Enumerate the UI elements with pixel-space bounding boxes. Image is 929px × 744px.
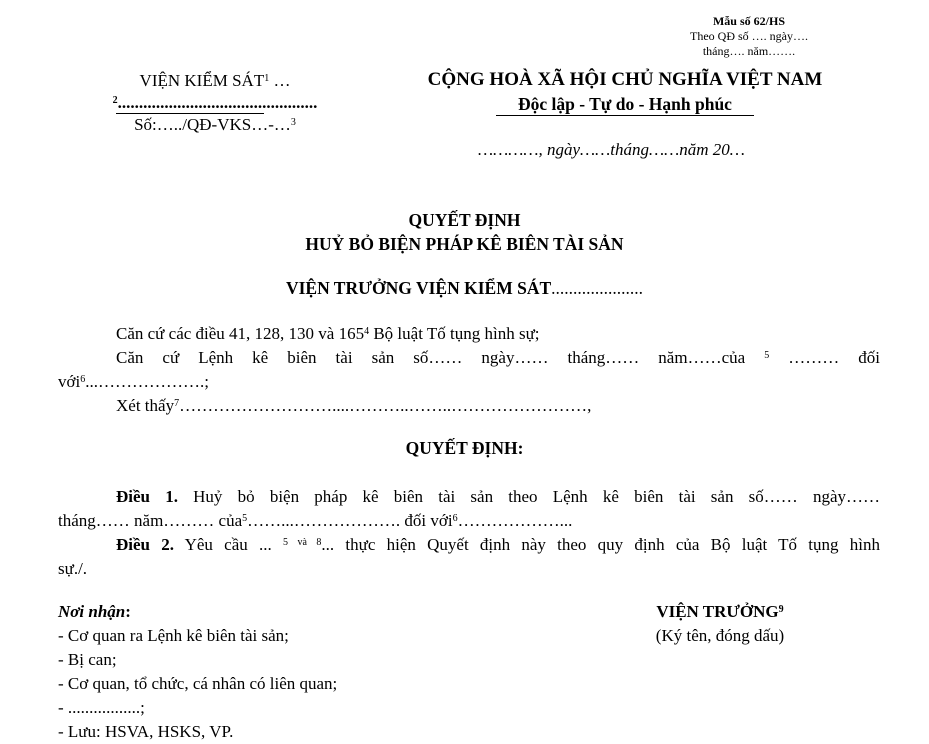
signer-title [600,600,840,624]
title-line-2: HUỶ BỎ BIỆN PHÁP KÊ BIÊN TÀI SẢN [305,234,624,254]
article-2-text-end: ... thực hiện Quyết định này theo quy định của Bộ luật Tố tụng hình [321,535,880,554]
recipients-title: Nơi nhận [58,602,126,621]
recipient-item: - Bị can; [58,650,117,669]
basis-paragraph-1 [58,322,880,346]
article-1 [58,485,880,509]
article-1-cont-text: tháng…… năm……… của [58,511,243,530]
recipients-colon: : [125,602,131,621]
basis-2-cont-text: với [58,372,81,391]
place-date: …………, ngày……tháng……năm 20… [478,140,745,159]
authority-line [0,278,929,299]
form-code: Mẫu số 62/HS [712,14,785,28]
footnote-ref: 7 [174,398,180,409]
decision-heading: QUYẾT ĐỊNH: [405,438,524,458]
agency-underline [116,113,264,114]
article-1-cont [58,509,880,533]
basis-paragraph-2-cont [58,370,880,394]
left-header [80,70,350,136]
article-2-text: Yêu cầu ... [174,535,283,554]
basis-2-text-end: ……… đối [769,348,880,367]
motto: Độc lập - Tự do - Hạnh phúc [518,94,732,114]
recipient-item: - .................; [58,698,145,717]
footnote-ref: 4 [364,326,370,337]
basis-3-dots: ………………………....………..……..……………………, [179,396,592,415]
article-2 [58,533,880,557]
article-1-text: Huỷ bỏ biện pháp kê biên tài sản theo Lệnh kê biên tài sản số…… ngày…… [177,487,880,506]
document-number-text: Số:…../QĐ-VKS…-… [134,115,291,134]
signer-title-text: VIỆN TRƯỞNG [656,602,779,621]
footnote-ref: 9 [778,604,784,615]
recipient-item: - Cơ quan ra Lệnh kê biên tài sản; [58,626,289,645]
footnote-ref: 1 [264,73,270,84]
basis-1-text-end: Bộ luật Tố tụng hình sự; [369,324,540,343]
agency-name [80,70,350,92]
document-number [80,114,350,136]
article-2-label: Điều 2. [116,535,174,554]
footnote-ref: 6 [452,513,458,524]
form-decision-ref: Theo QĐ số …. ngày…. [690,29,808,43]
recipient-item: - Cơ quan, tổ chức, cá nhân có liên quan; [58,674,338,693]
nation-name: CỘNG HOÀ XÃ HỘI CHỦ NGHĨA VIỆT NAM [427,69,823,90]
recipients-heading [58,600,337,624]
authority-label: VIỆN TRƯỞNG VIỆN KIỂM SÁT [285,278,552,298]
sub-agency-line [80,92,350,114]
footnote-ref: 5 [764,350,770,361]
title-line-1: QUYẾT ĐỊNH [408,210,521,230]
recipients-block [58,600,337,744]
basis-1-text: Căn cứ các điều 41, 128, 130 và 165 [116,324,365,343]
signer-block [600,600,840,648]
motto-underline [496,115,754,116]
basis-2-text: Căn cứ Lệnh kê biên tài sản số…… ngày…… tháng…… năm……của [116,348,765,367]
basis-3-text: Xét thấy [116,396,175,415]
authority-dots: ..................... [551,278,643,298]
article-1-cont-dots: ………………... [457,511,573,530]
footnote-ref: 2 [112,95,118,106]
form-decision-date: tháng…. năm……. [702,44,796,58]
sub-agency-dots: ............................................... [117,93,318,112]
footnote-ref: 6 [80,374,86,385]
basis-paragraph-2 [58,346,880,370]
form-info [669,14,829,59]
basis-paragraph-3 [58,394,880,418]
right-header [400,68,850,116]
recipient-item: - Lưu: HSVA, HSKS, VP. [58,722,234,741]
footnote-ref: 3 [290,117,296,128]
agency-suffix: … [269,71,291,90]
article-1-label: Điều 1. [116,487,178,506]
agency-label: VIỆN KIỂM SÁT [139,71,265,90]
footnote-ref: 5 và 8 [282,537,322,548]
article-1-cont-mid: ……...………………. đối với [247,511,453,530]
article-2-cont: sự./. [58,559,88,578]
basis-2-cont-dots: ...……………….; [85,372,209,391]
signer-note: (Ký tên, đóng dấu) [655,626,785,645]
document-title [0,208,929,256]
footnote-ref: 5 [242,513,248,524]
